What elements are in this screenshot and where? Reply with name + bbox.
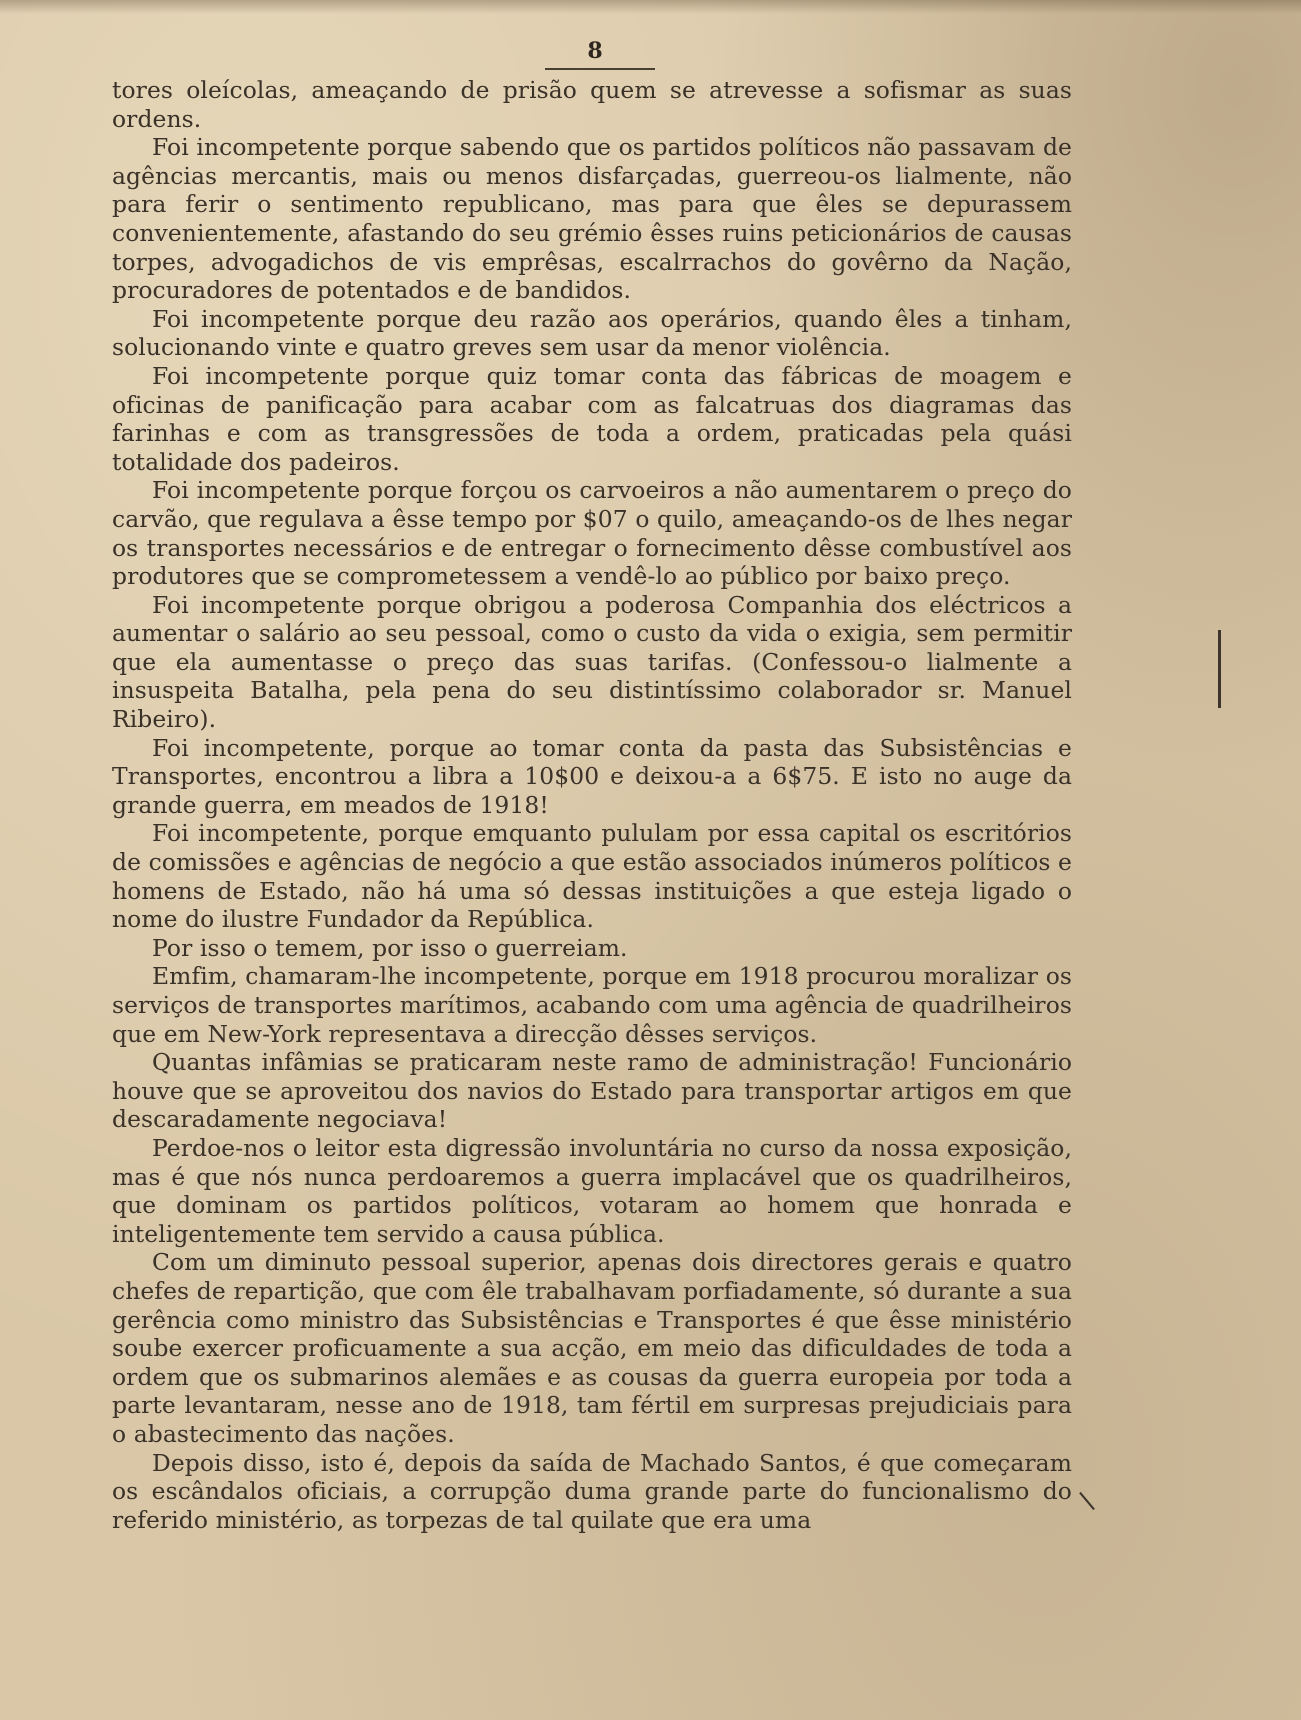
body-text xyxy=(112,76,1072,1534)
paragraph: Foi incompetente porque forçou os carvoeiros a não aumentarem o preço do carvão, que regulava a êsse tempo por $07 o quilo, ameaçando-os de lhes negar os transportes necessários e de entregar o fornecimento dêsse combustível aos produtores que se comprometessem a vendê-lo ao público por baixo preço. xyxy=(112,476,1072,591)
header-rule xyxy=(545,68,655,70)
paragraph: Foi incompetente porque obrigou a poderosa Companhia dos eléctricos a aumentar o salário ao seu pessoal, como o custo da vida o exigia, sem permitir que ela aumentasse o preço das suas tarifas. (Confessou-o lialmente a insuspeita Batalha, pela pena do seu distintíssimo colaborador sr. Manuel Ribeiro). xyxy=(112,590,1072,734)
paragraph: Foi incompetente porque quiz tomar conta das fábricas de moagem e oficinas de panificação para acabar com as falcatruas dos diagramas das farinhas e com as transgressões de toda a ordem, praticadas pela quási totalidade dos padeiros. xyxy=(112,361,1072,476)
paragraph: Quantas infâmias se praticaram neste ramo de administração! Funcionário houve que se aproveitou dos navios do Estado para transportar artigos em que descaradamente negociava! xyxy=(112,1048,1072,1134)
paragraph: Por isso o temem, por isso o guerreiam. xyxy=(152,933,628,962)
margin-tick-mark xyxy=(1079,1492,1095,1510)
page-number: 8 xyxy=(587,38,603,64)
paragraph: Foi incompetente, porque ao tomar conta da pasta das Subsistências e Transportes, encontrou a libra a 10$00 e deixou-a a 6$75. E isto no auge da grande guerra, em meados de 1918! xyxy=(112,733,1072,819)
margin-pencil-mark xyxy=(1218,630,1221,708)
paragraph: Perdoe-nos o leitor esta digressão involuntária no curso da nossa exposição, mas é que nós nunca perdoaremos a guerra implacável que os quadrilheiros, que dominam os partidos políticos, votaram ao homem que honrada e inteligentemente tem servido a causa pública. xyxy=(112,1133,1072,1248)
paper-top-edge xyxy=(0,0,1301,14)
paragraph: Depois disso, isto é, depois da saída de Machado Santos, é que começaram os escândalos oficiais, a corrupção duma grande parte do funcionalismo do referido ministério, as torpezas de tal quilate que era uma xyxy=(112,1448,1072,1534)
paragraph: Foi incompetente porque deu razão aos operários, quando êles a tinham, solucionando vinte e quatro greves sem usar da menor violência. xyxy=(112,304,1072,362)
paragraph: Foi incompetente, porque emquanto pululam por essa capital os escritórios de comissões e agências de negócio a que estão associados inúmeros políticos e homens de Estado, não há uma só dessas instituições a que esteja ligado o nome do ilustre Fundador da República. xyxy=(112,819,1072,934)
paragraph: Com um diminuto pessoal superior, apenas dois directores gerais e quatro chefes de repartição, que com êle trabalhavam porfiadamente, só durante a sua gerência como ministro das Subsistências e Transportes é que êsse ministério soube exercer proficuamente a sua acção, em meio das dificuldades de toda a ordem que os submarinos alemães e as cousas da guerra europeia por toda a parte levantaram, nesse ano de 1918, tam fértil em surpresas prejudiciais para o abastecimento das nações. xyxy=(112,1248,1072,1448)
paragraph: tores oleícolas, ameaçando de prisão quem se atrevesse a sofismar as suas ordens. xyxy=(112,76,1072,133)
paragraph: Foi incompetente porque sabendo que os partidos políticos não passavam de agências mercantis, mais ou menos disfarçadas, guerreou-os lialmente, não para ferir o sentimento republicano, mas para que êles se depurassem convenientemente, afastando do seu grémio êsses ruins peticionários de causas torpes, advogadichos de vis emprêsas, escalrrachos do govêrno da Nação, procuradores de potentados e de bandidos. xyxy=(112,133,1072,305)
paragraph: Emfim, chamaram-lhe incompetente, porque em 1918 procurou moralizar os serviços de transportes marítimos, acabando com uma agência de quadrilheiros que em New-York representava a direcção dêsses serviços. xyxy=(112,962,1072,1048)
